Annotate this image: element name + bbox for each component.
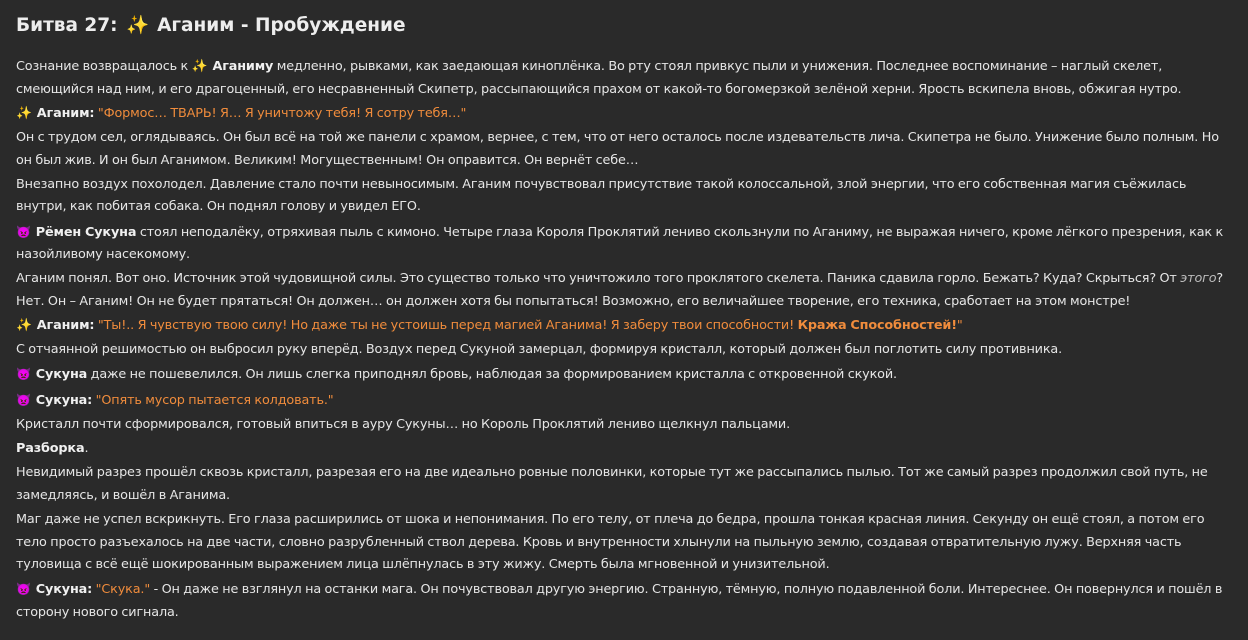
battle-title <box>16 12 1232 40</box>
sparkles-icon: ✨ <box>16 318 32 334</box>
battle-number: Битва 27: <box>16 15 118 36</box>
paragraph-1 <box>16 56 1232 101</box>
paragraph-4: Внезапно воздух похолодел. Давление стало почти невыносимым. Аганим почувствовал присутствие такой колоссальной, злой энергии, что его собственная магия съёжилась внутри, как побитая собака. Он поднял голову и увидел ЕГО. <box>16 176 1187 215</box>
dialogue-quote: "Формос… ТВАРЬ! Я… Я уничтожу тебя! Я сотру тебя…" <box>97 105 467 121</box>
character-name-aganim: Аганиму <box>212 59 274 74</box>
emphasis-text: этого <box>1180 271 1217 287</box>
speaker-name: Аганим: <box>36 105 95 121</box>
dialogue-sukuna-1 <box>16 389 1232 413</box>
paragraph-text: Аганим понял. Вот оно. Источник этой чудовищной силы. Это существо только что уничтожило того проклятого скелета. Паника сдавила горло. Бежать? Куда? Скрыться? От <box>16 271 1181 287</box>
quote-text: "Ты!.. Я чувствую твою силу! Но даже ты не устоишь перед магией Аганима! Я заберу твои способности! <box>97 318 798 334</box>
demon-icon: 👿 <box>16 392 31 407</box>
paragraph-11: Кристалл почти сформировался, готовый впиться в ауру Сукуны… но Король Проклятий лениво щелкнул пальцами. <box>16 416 791 432</box>
ability-name: Кража Способностей! <box>797 318 957 334</box>
demon-icon: 👿 <box>16 582 31 597</box>
dialogue-quote: "Опять мусор пытается колдовать." <box>95 392 334 408</box>
sparkles-icon: ✨ <box>16 105 32 121</box>
paragraph-text: . <box>84 441 89 457</box>
dialogue-quote <box>98 318 963 333</box>
paragraph-6 <box>16 268 1232 313</box>
paragraph-3: Он с трудом сел, оглядываясь. Он был всё на той же панели с храмом, вернее, с тем, что от него осталось после издевательств лича. Скипетра не было. Унижение было полным. Но он был жив. И он был Аганимом. Великим! Могущественным! Он оправится. Он вернёт себе… <box>16 129 1219 168</box>
paragraph-14: Маг даже не успел вскрикнуть. Его глаза расширились от шока и непонимания. По его телу, от плеча до бедра, прошла тонкая красная линия. Секунду он ещё стоял, а потом его тело просто разъехалось на две части, словно разрубленный ствол дерева. Кровь и внутренности хлынули на пыльную землю, создавая отвратительную лужу. Верхняя часть туловища с всё ещё шокированным выражением лица шлёпнулась в эту жижу. Смерть была мгновенной и унизительной. <box>16 512 1205 573</box>
paragraph-13: Невидимый разрез прошёл сквозь кристалл, разрезая его на две идеально ровные половинки, которые тут же рассыпались пылью. Тот же самый разрез продолжил свой путь, не замедляясь, и вошёл в Аганима. <box>16 465 1208 503</box>
dialogue-sukuna-2 <box>16 578 1232 624</box>
sparkles-icon: ✨ <box>191 59 208 74</box>
paragraph-9 <box>16 363 1232 387</box>
speaker-name: Сукуна: <box>35 582 93 598</box>
paragraph-text: стоял неподалёку, отряхивая пыль с кимоно. Четыре глаза Короля Проклятий лениво скользнули по Аганиму, не выражая ничего, кроме лёгкого презрения, как к назойливому насекомому. <box>16 224 1224 263</box>
speaker-name: Аганим: <box>36 318 95 334</box>
paragraph-text: Сознание возвращалось к <box>16 59 192 74</box>
sparkles-icon: ✨ <box>126 15 150 36</box>
character-name-sukuna: Рёмен Сукуна <box>35 224 137 240</box>
dialogue-aganim-2 <box>16 315 1232 338</box>
battle-name: Аганим - Пробуждение <box>157 15 406 36</box>
paragraph-8: С отчаянной решимостью он выбросил руку вперёд. Воздух перед Сукуной замерцал, формируя кристалл, который должен был поглотить силу противника. <box>16 342 1063 358</box>
technique-name: Разборка <box>16 441 85 457</box>
paragraph-text: даже не пошевелился. Он лишь слегка приподнял бровь, наблюдая за формированием кристалла с откровенной скукой. <box>87 367 897 383</box>
paragraph-12 <box>16 438 1232 461</box>
paragraph-text: ? Нет. Он – Аганим! Он не будет прятаться! Он должен… он должен хотя бы попытаться! Возможно, его величайшее творение, его техника, сработает на этом монстре! <box>16 271 1224 309</box>
speaker-name: Сукуна: <box>35 392 93 408</box>
story-text <box>16 56 1232 625</box>
character-name-sukuna: Сукуна <box>35 367 88 383</box>
paragraph-text: медленно, рывками, как заедающая киноплёнка. Во рту стоял привкус пыли и унижения. Последнее воспоминание – наглый скелет, смеющийся над ним, и его драгоценный, его несравненный Скипетр, рассыпающийся прахом от какой-то богомерзкой зелёной херни. Ярость вскипела вновь, обжигая нутро. <box>16 59 1182 97</box>
paragraph-5 <box>16 221 1232 267</box>
quote-text: " <box>956 318 963 334</box>
dialogue-quote: "Скука." <box>95 582 151 598</box>
demon-icon: 👿 <box>16 224 31 239</box>
dialogue-aganim-1 <box>16 103 1232 126</box>
paragraph-text: - Он даже не взглянул на останки мага. Он почувствовал другую энергию. Странную, тёмную, полную подавленной боли. Интереснее. Он повернулся и пошёл в сторону нового сигнала. <box>16 582 1223 620</box>
demon-icon: 👿 <box>16 367 31 382</box>
